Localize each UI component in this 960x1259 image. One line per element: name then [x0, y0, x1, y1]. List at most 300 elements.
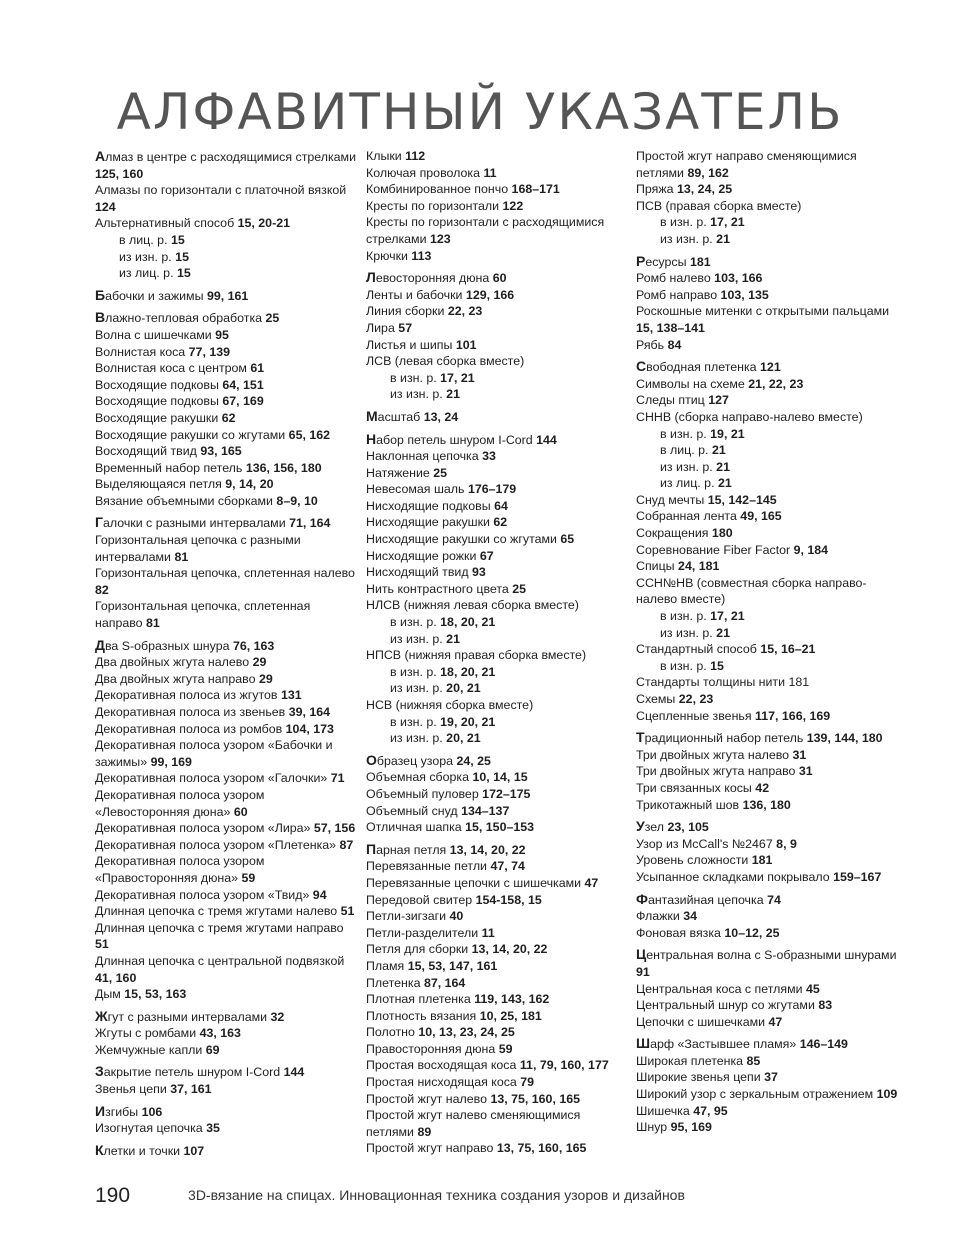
- entry-term: в изн. р.: [660, 609, 707, 624]
- entry-pages: 159–167: [833, 869, 882, 884]
- entry-term: в лиц. р.: [119, 232, 168, 247]
- section-letter: С: [636, 358, 647, 375]
- entry-pages: 60: [492, 271, 507, 286]
- index-entry: [366, 337, 628, 354]
- index-entry: [636, 763, 898, 780]
- index-entry: [95, 737, 357, 770]
- entry-term: Простая нисходящая коса: [366, 1075, 517, 1090]
- entry-term: Вязание объемными сборками: [95, 493, 273, 508]
- index-column-2: [366, 148, 628, 1157]
- index-entry: [366, 875, 628, 892]
- index-entry: [95, 671, 357, 688]
- entry-pages: 117, 166, 169: [755, 708, 831, 723]
- entry-pages: 59: [498, 1041, 513, 1056]
- entry-term: Нисходящие подковы: [366, 498, 491, 513]
- entry-term: Простой жгут налево: [366, 1091, 487, 1106]
- page-title: АЛФАВИТНЫЙ УКАЗАТЕЛЬ: [116, 83, 844, 141]
- entry-term: Отличная шапка: [366, 820, 462, 835]
- entry-pages: 65, 162: [288, 427, 331, 442]
- entry-pages: 62: [221, 410, 236, 425]
- entry-term: НПСВ (нижняя правая сборка вместе): [366, 648, 587, 663]
- entry-pages: 8, 9: [776, 836, 797, 851]
- entry-pages: 71: [330, 771, 345, 786]
- entry-pages: 20, 21: [446, 681, 481, 696]
- index-subentry: [636, 426, 898, 443]
- entry-term: в изн. р.: [390, 664, 437, 679]
- entry-term: Листья и шипы: [366, 337, 453, 352]
- entry-pages: 13, 24: [423, 409, 459, 424]
- section-letter: Ш: [636, 1035, 651, 1052]
- entry-pages: 10, 25, 181: [479, 1008, 542, 1023]
- index-entry: [95, 1063, 357, 1081]
- entry-term: Декоративная полоса узором «Твид»: [95, 887, 310, 902]
- entry-term: Широкий узор с зеркальным отражением: [636, 1087, 874, 1102]
- entry-pages: 101: [455, 337, 477, 352]
- index-entry: [95, 460, 357, 477]
- index-entry: [636, 181, 898, 198]
- entry-pages: 33: [482, 449, 496, 464]
- index-entry: [95, 1008, 357, 1026]
- index-entry: [636, 708, 898, 725]
- entry-pages: 17, 21: [710, 609, 745, 624]
- index-entry: [366, 892, 628, 909]
- entry-pages: 22, 23: [678, 692, 714, 706]
- index-subentry: [636, 608, 898, 625]
- index-entry: [95, 770, 357, 787]
- index-entry: [636, 198, 898, 215]
- entry-term: ССН№НВ (совместная сборка направо-налево вместе): [636, 575, 867, 607]
- entry-term: Ромб налево: [636, 271, 711, 286]
- entry-term: Ромб направо: [636, 287, 718, 302]
- index-entry: [95, 565, 357, 598]
- entry-term: Центральный шнур со жгутами: [636, 998, 815, 1013]
- entry-pages: 62: [493, 515, 508, 530]
- entry-term: Крючки: [366, 248, 408, 263]
- entry-term: Волна с шишечками: [95, 327, 212, 342]
- entry-pages: 168–171: [511, 182, 560, 197]
- index-subentry: [636, 214, 898, 231]
- index-entry: [366, 1074, 628, 1091]
- index-entry: [636, 1035, 898, 1053]
- index-entry: [366, 991, 628, 1008]
- index-entry: [636, 1103, 898, 1120]
- entry-pages: 21: [716, 231, 730, 246]
- entry-term: ЛСВ (левая сборка вместе): [366, 354, 525, 369]
- section-letter: Н: [366, 430, 377, 447]
- index-entry: [95, 493, 357, 510]
- index-entry: [366, 481, 628, 498]
- entry-term: Схемы: [636, 692, 676, 706]
- index-entry: [636, 303, 898, 336]
- entry-term: Нисходящий твид: [366, 565, 469, 580]
- entry-pages: 129, 166: [465, 287, 515, 302]
- entry-term: Узор из McCall's №2467: [636, 836, 773, 851]
- entry-term: лмаз в центре с расходящимися стрелками: [105, 150, 356, 164]
- index-entry: [95, 887, 357, 904]
- index-entry: [366, 1024, 628, 1041]
- index-entry: [95, 1025, 357, 1042]
- entry-term: лажно-тепловая обработка: [105, 311, 263, 326]
- index-entry: [366, 548, 628, 565]
- section-letter: О: [366, 751, 377, 768]
- entry-pages: 109: [876, 1087, 898, 1102]
- entry-pages: 181: [751, 853, 773, 868]
- index-entry: [95, 820, 357, 837]
- entry-pages: 77, 139: [188, 344, 230, 359]
- entry-pages: 180: [711, 526, 733, 541]
- entry-pages: 29: [252, 655, 267, 670]
- entry-pages: 18, 20, 21: [440, 615, 496, 630]
- entry-pages: 136, 156, 180: [245, 460, 322, 475]
- index-entry: [95, 654, 357, 671]
- index-entry: [366, 581, 628, 598]
- index-entry: [95, 1142, 357, 1160]
- entry-pages: 15: [710, 658, 724, 673]
- index-entry: [636, 747, 898, 764]
- index-entry: [95, 837, 357, 854]
- index-subentry: [366, 680, 628, 697]
- entry-pages: 64: [494, 498, 508, 513]
- entry-term: из изн. р.: [390, 387, 443, 402]
- entry-pages: 47, 74: [490, 859, 525, 874]
- entry-pages: 181: [689, 254, 711, 269]
- entry-pages: 76, 163: [232, 638, 275, 653]
- entry-term: Простой жгут налево сменяющимися петлями: [366, 1108, 581, 1139]
- book-title: 3D-вязание на спицах. Инновационная техника создания узоров и дизайнов: [188, 1187, 685, 1203]
- section-letter: И: [95, 1102, 106, 1119]
- index-entry: [636, 148, 898, 181]
- entry-term: Перевязанные петли: [366, 859, 487, 874]
- index-entry: [95, 1081, 357, 1098]
- entry-term: Декоративная полоса узором «Галочки»: [95, 771, 328, 786]
- entry-term: Стандартный способ: [636, 642, 757, 657]
- index-entry: [366, 531, 628, 548]
- entry-term: Дым: [95, 987, 121, 1002]
- entry-term: Декоративная полоса узором «Плетенка»: [95, 837, 337, 852]
- entry-term: Жгуты с ромбами: [95, 1026, 197, 1041]
- entry-pages: 99, 169: [150, 754, 192, 769]
- entry-pages: 119, 143, 162: [474, 992, 550, 1007]
- index-entry: [366, 819, 628, 836]
- entry-term: ва S-образных шнура: [104, 638, 230, 653]
- index-entry: [366, 564, 628, 581]
- entry-term: Петля для сборки: [366, 942, 469, 957]
- entry-term: из изн. р.: [390, 631, 443, 646]
- entry-pages: 87, 164: [423, 975, 466, 990]
- entry-pages: 125, 160: [95, 166, 144, 181]
- index-subentry: [366, 631, 628, 648]
- entry-pages: 21: [711, 443, 726, 458]
- entry-pages: 131: [280, 688, 302, 703]
- section-letter: П: [366, 840, 377, 857]
- entry-pages: 21, 22, 23: [748, 376, 804, 391]
- entry-pages: 34: [683, 909, 698, 924]
- index-entry: [366, 1008, 628, 1025]
- entry-pages: 15, 150–153: [465, 820, 535, 835]
- entry-term: Простая восходящая коса: [366, 1058, 517, 1073]
- entry-term: Восходящие ракушки со жгутами: [95, 427, 286, 442]
- entry-term: Спицы: [636, 559, 675, 574]
- section-letter: М: [366, 407, 378, 424]
- entry-term: Восходящий твид: [95, 444, 197, 459]
- entry-term: Волнистая коса: [95, 344, 186, 359]
- entry-term: Петли-разделители: [366, 925, 479, 940]
- entry-pages: 15, 138–141: [636, 320, 705, 335]
- index-entry: [366, 1091, 628, 1108]
- index-entry: [95, 410, 357, 427]
- index-entry: [366, 647, 628, 664]
- entry-term: евосторонняя дюна: [375, 271, 490, 286]
- entry-pages: 74: [767, 892, 781, 907]
- entry-pages: 40: [449, 909, 464, 924]
- entry-term: Флажки: [636, 909, 680, 924]
- section-letter: В: [95, 309, 106, 326]
- index-entry: [636, 852, 898, 869]
- index-subentry: [636, 442, 898, 459]
- index-entry: [95, 532, 357, 565]
- entry-pages: 103, 166: [714, 271, 763, 286]
- index-entry: [636, 508, 898, 525]
- entry-term: Линия сборки: [366, 304, 445, 319]
- entry-pages: 123: [429, 231, 451, 246]
- entry-term: Выделяющаяся петля: [95, 477, 222, 492]
- entry-term: ПСВ (правая сборка вместе): [636, 198, 802, 213]
- entry-term: арф «Застывшее пламя»: [650, 1037, 797, 1052]
- entry-term: гут с разными интервалами: [107, 1009, 268, 1024]
- index-entry: [366, 803, 628, 820]
- entry-term: вободная плетенка: [646, 360, 757, 375]
- entry-term: из изн. р.: [660, 459, 713, 474]
- entry-term: из изн. р.: [390, 681, 443, 696]
- entry-pages: 82: [95, 582, 109, 597]
- entry-pages: 172–175: [482, 786, 531, 801]
- entry-term: Перевязанные цепочки с шишечками: [366, 875, 582, 890]
- index-entry: [95, 287, 357, 305]
- entry-term: Восходящие подковы: [95, 377, 219, 392]
- entry-term: алочки с разными интервалами: [102, 516, 286, 531]
- index-entry: [366, 941, 628, 958]
- index-entry: [95, 393, 357, 410]
- entry-term: Шнур: [636, 1120, 668, 1135]
- index-column-1: [95, 148, 357, 1159]
- entry-pages: 45: [805, 981, 820, 996]
- entry-term: Декоративная полоса из ромбов: [95, 721, 283, 736]
- index-subentry: [95, 265, 357, 282]
- entry-pages: 94: [312, 887, 327, 902]
- section-letter: Ц: [636, 946, 647, 963]
- entry-pages: 85: [746, 1053, 761, 1068]
- entry-pages: 10, 13, 23, 24, 25: [418, 1025, 515, 1040]
- entry-term: Центральная коса с петлями: [636, 981, 803, 996]
- index-subentry: [95, 232, 357, 249]
- entry-term: Рябь: [636, 337, 665, 352]
- entry-term: в изн. р.: [390, 615, 437, 630]
- entry-term: Альтернативный способ: [95, 216, 235, 231]
- index-entry: [95, 1103, 357, 1121]
- entry-term: Плетенка: [366, 975, 421, 990]
- index-entry: [636, 780, 898, 797]
- entry-term: Изогнутая цепочка: [95, 1121, 203, 1136]
- entry-term: Передовой свитер: [366, 892, 473, 907]
- entry-term: Сокращения: [636, 526, 709, 541]
- section-letter: Д: [95, 636, 105, 653]
- index-subentry: [636, 459, 898, 476]
- index-entry: [95, 598, 357, 631]
- index-entry: [636, 287, 898, 304]
- entry-term: Символы на схеме: [636, 376, 745, 391]
- index-entry: [366, 697, 628, 714]
- entry-term: Пряжа: [636, 182, 674, 197]
- entry-term: Объемная сборка: [366, 770, 470, 785]
- entry-pages: 57: [398, 320, 413, 335]
- entry-term: Три двойных жгута направо: [636, 764, 796, 779]
- index-entry: [636, 997, 898, 1014]
- entry-pages: 11: [481, 925, 495, 940]
- entry-pages: 17, 21: [440, 370, 475, 385]
- index-entry: [95, 344, 357, 361]
- entry-pages: 122: [502, 198, 524, 213]
- index-entry: [636, 674, 898, 691]
- index-entry: [636, 409, 898, 426]
- entry-term: ентральная волна с S-образными шнурами: [646, 948, 897, 963]
- entry-term: Следы птиц: [636, 393, 705, 408]
- index-entry: [366, 181, 628, 198]
- entry-pages: 23, 105: [667, 820, 709, 835]
- entry-pages: 9, 184: [793, 542, 829, 557]
- entry-term: из изн. р.: [390, 731, 443, 746]
- entry-pages: 47, 95: [693, 1103, 728, 1118]
- index-entry: [95, 637, 357, 655]
- entry-term: Ленты и бабочки: [366, 287, 463, 302]
- section-letter: Т: [636, 729, 645, 746]
- entry-pages: 89, 162: [687, 165, 729, 180]
- entry-pages: 91: [636, 964, 650, 979]
- entry-pages: 10, 14, 15: [472, 770, 528, 785]
- entry-term: Декоративная полоса узором «Лира»: [95, 821, 311, 836]
- entry-pages: 24, 25: [456, 753, 491, 768]
- entry-pages: 95: [215, 327, 229, 342]
- entry-term: есурсы: [645, 254, 687, 269]
- entry-pages: 84: [667, 337, 682, 352]
- index-entry: [95, 903, 357, 920]
- entry-term: Горизонтальная цепочка, сплетенная направо: [95, 599, 311, 631]
- entry-pages: 136, 180: [742, 797, 791, 812]
- section-letter: Л: [366, 269, 376, 286]
- index-entry: [366, 1057, 628, 1074]
- entry-pages: 39, 164: [288, 705, 331, 719]
- entry-pages: 25: [512, 581, 527, 596]
- index-entry: [366, 498, 628, 515]
- entry-term: Пламя: [366, 958, 405, 973]
- section-letter: Г: [95, 514, 103, 531]
- entry-term: Уровень сложности: [636, 853, 749, 868]
- entry-pages: 17, 21: [710, 215, 745, 230]
- page-footer: [95, 1183, 915, 1208]
- entry-term: Простой жгут направо: [366, 1141, 494, 1156]
- index-entry: [95, 514, 357, 532]
- index-entry: [366, 465, 628, 482]
- entry-pages: 57, 156: [313, 821, 356, 836]
- index-entry: [636, 575, 898, 608]
- entry-term: антазийная цепочка: [647, 892, 764, 907]
- entry-term: Восходящие ракушки: [95, 410, 219, 425]
- index-entry: [636, 797, 898, 814]
- entry-term: Невесомая шаль: [366, 482, 465, 497]
- entry-term: Длинная цепочка с тремя жгутами налево: [95, 904, 338, 919]
- section-letter: А: [95, 148, 106, 164]
- entry-pages: 127: [708, 393, 729, 408]
- index-entry: [366, 597, 628, 614]
- entry-term: арная петля: [376, 842, 447, 857]
- index-entry: [366, 786, 628, 803]
- index-entry: [366, 975, 628, 992]
- entry-pages: 104, 173: [285, 721, 334, 736]
- entry-pages: 71, 164: [289, 516, 331, 531]
- index-subentry: [636, 475, 898, 492]
- entry-term: в изн. р.: [390, 370, 437, 385]
- entry-pages: 15, 53, 147, 161: [407, 958, 498, 973]
- index-entry: [636, 525, 898, 542]
- index-entry: [636, 981, 898, 998]
- entry-term: Длинная цепочка с центральной подвязкой: [95, 953, 345, 968]
- entry-term: Плотная плетенка: [366, 992, 471, 1007]
- entry-pages: 60: [233, 804, 248, 819]
- entry-term: Декоративная полоса узором «Правосторонняя дюна»: [95, 854, 265, 885]
- entry-pages: 51: [95, 937, 109, 952]
- entry-term: Натяжение: [366, 465, 430, 480]
- entry-term: в изн. р.: [390, 714, 437, 729]
- index-entry: [366, 320, 628, 337]
- index-entry: [366, 1140, 628, 1157]
- index-entry: [95, 215, 357, 232]
- section-letter: Ж: [95, 1007, 108, 1024]
- entry-pages: 59: [241, 870, 256, 885]
- entry-pages: 93: [472, 565, 486, 580]
- entry-pages: 10–12, 25: [724, 925, 780, 940]
- index-entry: [636, 869, 898, 886]
- entry-term: Правосторонняя дюна: [366, 1041, 496, 1056]
- index-entry: [366, 769, 628, 786]
- index-entry: [95, 476, 357, 493]
- index-entry: [366, 148, 628, 165]
- entry-pages: 65: [560, 532, 575, 547]
- index-entry: [636, 1053, 898, 1070]
- entry-term: из лиц. р.: [660, 476, 715, 491]
- entry-term: Два двойных жгута направо: [95, 671, 256, 686]
- entry-term: Кресты по горизонтали с расходящимися стрелками: [366, 215, 605, 246]
- section-letter: У: [636, 818, 645, 835]
- entry-term: Нисходящие рожки: [366, 548, 477, 563]
- entry-term: в изн. р.: [660, 426, 707, 441]
- entry-pages: 19, 20, 21: [440, 714, 496, 729]
- page-number: 190: [95, 1184, 131, 1207]
- entry-term: Декоративная полоса узором «Левосторонняя дюна»: [95, 787, 265, 819]
- entry-pages: 13, 75, 160, 165: [490, 1091, 581, 1106]
- entry-pages: 19, 21: [710, 426, 745, 441]
- index-entry: [95, 309, 357, 327]
- index-subentry: [636, 658, 898, 675]
- section-letter: Р: [636, 252, 646, 269]
- index-entry: [366, 858, 628, 875]
- index-entry: [636, 641, 898, 658]
- entry-term: Жемчужные капли: [95, 1042, 203, 1057]
- entry-pages: 69: [205, 1042, 220, 1057]
- entry-term: Снуд мечты: [636, 492, 705, 507]
- index-entry: [636, 818, 898, 836]
- entry-pages: 49, 165: [740, 509, 782, 524]
- entry-term: Восходящие подковы: [95, 394, 219, 409]
- entry-pages: 144: [283, 1065, 305, 1080]
